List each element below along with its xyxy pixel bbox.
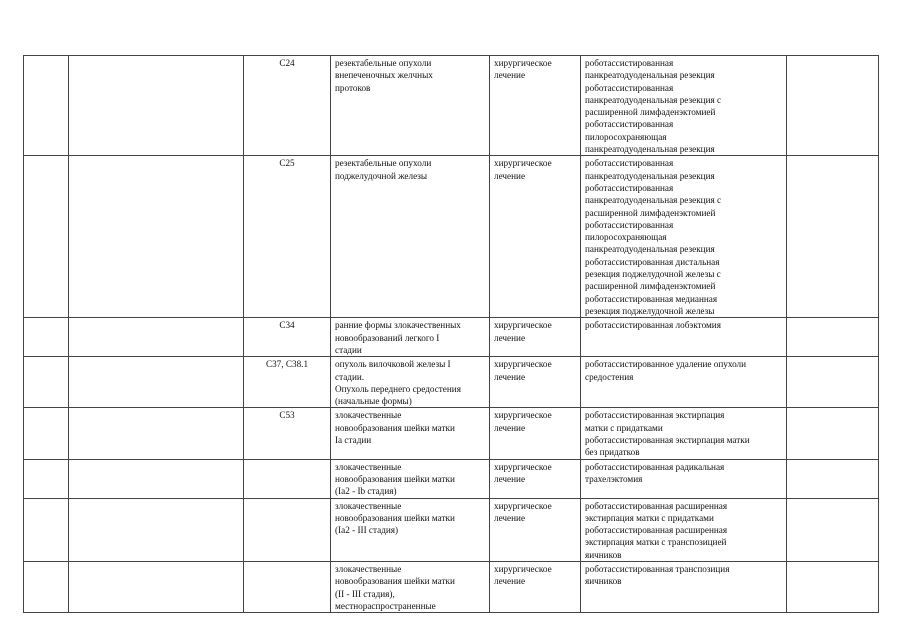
table-row (24, 56, 879, 156)
method-cell (581, 498, 787, 561)
treatment-type-line: лечение (494, 371, 526, 382)
diagnosis-cell (331, 318, 490, 357)
method-line: экстирпация матки с придатками (585, 512, 714, 523)
icd-code: C53 (279, 410, 295, 421)
treatment-type-line: хирургическое (494, 320, 552, 331)
method-line: роботассистированная расширенная (585, 500, 728, 511)
method-line: роботассистированная (585, 219, 674, 230)
diagnosis-line: внепеченочных желчных (335, 70, 433, 81)
norm-cell (787, 318, 879, 357)
method-line: средостения (585, 371, 634, 382)
treatment-type-line: хирургическое (494, 500, 552, 511)
icd-code-cell (244, 318, 331, 357)
group-cell (69, 408, 244, 459)
diagnosis-cell (331, 357, 490, 408)
diagnosis-line: злокачественные (335, 500, 402, 511)
method-line: панкреатодуоденальная резекция с (585, 195, 722, 206)
table-row (24, 318, 879, 357)
treatment-type-line: хирургическое (494, 410, 552, 421)
number-cell (24, 459, 69, 498)
table-row (24, 498, 879, 561)
treatment-type-line: лечение (494, 332, 526, 343)
norm-cell (787, 357, 879, 408)
number-cell (24, 357, 69, 408)
icd-code: C34 (279, 320, 295, 331)
diagnosis-line: местнораспространенные (335, 600, 436, 611)
treatment-type-line: лечение (494, 70, 526, 81)
norm-cell (787, 459, 879, 498)
treatment-type-line: лечение (494, 422, 526, 433)
treatment-type-cell (490, 357, 581, 408)
treatment-type-cell (490, 562, 581, 613)
method-line: резекция поджелудочной железы (585, 305, 715, 316)
icd-code-cell (244, 56, 331, 156)
diagnosis-line: новообразования шейки матки (335, 576, 455, 587)
diagnosis-line: новообразования шейки матки (335, 473, 455, 484)
norm-cell (787, 56, 879, 156)
treatment-type-line: лечение (494, 512, 526, 523)
diagnosis-line: Опухоль переднего средостения (335, 383, 461, 394)
diagnosis-line: злокачественные (335, 564, 402, 575)
group-cell (69, 562, 244, 613)
procedures-table (23, 55, 879, 613)
method-line: панкреатодуоденальная резекция (585, 170, 715, 181)
treatment-type-cell (490, 156, 581, 318)
icd-code-cell (244, 562, 331, 613)
table-body (24, 56, 879, 613)
diagnosis-line: резектабельные опухоли (335, 58, 432, 68)
diagnosis-line: (начальные формы) (335, 396, 412, 407)
method-line: роботассистированная расширенная (585, 525, 728, 536)
treatment-type-cell (490, 459, 581, 498)
method-line: панкреатодуоденальная резекция (585, 244, 715, 255)
diagnosis-line: ранние формы злокачественных (335, 320, 461, 331)
number-cell (24, 562, 69, 613)
method-line: роботассистированное удаление опухоли (585, 359, 747, 370)
method-line: роботассистированная (585, 119, 674, 130)
diagnosis-line: новообразования шейки матки (335, 512, 455, 523)
number-cell (24, 56, 69, 156)
diagnosis-line: Ia стадии (335, 435, 372, 446)
diagnosis-cell (331, 156, 490, 318)
group-cell (69, 318, 244, 357)
method-line: матки с придатками (585, 422, 663, 433)
number-cell (24, 408, 69, 459)
method-line: роботассистированная (585, 182, 674, 193)
diagnosis-line: резектабельные опухоли (335, 158, 432, 169)
diagnosis-line: стадии. (335, 371, 365, 382)
diagnosis-line: новообразования шейки матки (335, 422, 455, 433)
method-line: роботассистированная (585, 58, 674, 68)
icd-code: C24 (279, 58, 295, 68)
norm-cell (787, 408, 879, 459)
treatment-type-cell (490, 318, 581, 357)
diagnosis-line: стадии (335, 344, 362, 355)
diagnosis-line: злокачественные (335, 461, 402, 472)
method-line: роботассистированная экстирпация матки (585, 435, 750, 446)
method-line: расширенной лимфаденэктомией (585, 281, 716, 292)
method-cell (581, 408, 787, 459)
treatment-type-cell (490, 408, 581, 459)
number-cell (24, 156, 69, 318)
method-cell (581, 56, 787, 156)
icd-code-cell (244, 156, 331, 318)
diagnosis-cell (331, 408, 490, 459)
treatment-type-line: лечение (494, 576, 526, 587)
diagnosis-line: (Ia2 - III стадия) (335, 525, 399, 536)
method-line: яичников (585, 576, 622, 587)
norm-cell (787, 156, 879, 318)
method-line: роботассистированная экстирпация (585, 410, 725, 421)
treatment-type-cell (490, 498, 581, 561)
diagnosis-line: новообразований легкого I (335, 332, 440, 343)
method-line: панкреатодуоденальная резекция (585, 70, 715, 81)
method-line: расширенной лимфаденэктомией (585, 207, 716, 218)
group-cell (69, 56, 244, 156)
table-row (24, 156, 879, 318)
icd-code-cell (244, 498, 331, 561)
icd-code: C25 (279, 158, 295, 169)
treatment-type-line: хирургическое (494, 359, 552, 370)
treatment-type-line: хирургическое (494, 461, 552, 472)
method-line: яичников (585, 549, 622, 560)
method-line: роботассистированная транспозиция (585, 564, 730, 575)
method-line: пилоросохраняющая (585, 131, 667, 142)
method-line: роботассистированная радикальная (585, 461, 725, 472)
icd-code-cell (244, 459, 331, 498)
treatment-type-line: хирургическое (494, 564, 552, 575)
method-line: роботассистированная медианная (585, 293, 718, 304)
diagnosis-line: (Ia2 - Ib стадия) (335, 486, 397, 497)
treatment-type-line: лечение (494, 473, 526, 484)
method-line: без придатков (585, 447, 640, 458)
table-row (24, 562, 879, 613)
treatment-type-line: хирургическое (494, 58, 552, 68)
group-cell (69, 156, 244, 318)
diagnosis-cell (331, 498, 490, 561)
diagnosis-line: злокачественные (335, 410, 402, 421)
method-line: панкреатодуоденальная резекция (585, 144, 715, 155)
method-line: резекция поджелудочной железы с (585, 269, 721, 280)
method-line: роботассистированная (585, 82, 674, 93)
method-cell (581, 459, 787, 498)
diagnosis-line: (II - III стадия), (335, 588, 395, 599)
group-cell (69, 459, 244, 498)
method-cell (581, 318, 787, 357)
diagnosis-line: поджелудочной железы (335, 170, 428, 181)
diagnosis-cell (331, 562, 490, 613)
treatment-type-line: лечение (494, 170, 526, 181)
table-row (24, 408, 879, 459)
table-row (24, 459, 879, 498)
method-line: трахелэктомия (585, 473, 643, 484)
method-line: расширенной лимфаденэктомией (585, 107, 716, 118)
diagnosis-line: опухоль вилочковой железы I (335, 359, 451, 370)
icd-code-cell (244, 357, 331, 408)
table-row (24, 357, 879, 408)
method-line: панкреатодуоденальная резекция с (585, 94, 722, 105)
norm-cell (787, 562, 879, 613)
method-cell (581, 562, 787, 613)
diagnosis-cell (331, 56, 490, 156)
method-line: роботассистированная дистальная (585, 256, 720, 267)
group-cell (69, 498, 244, 561)
method-line: роботассистированная (585, 158, 674, 169)
number-cell (24, 318, 69, 357)
method-line: роботассистированная лобэктомия (585, 320, 721, 331)
method-cell (581, 156, 787, 318)
number-cell (24, 498, 69, 561)
icd-code: C37, C38.1 (265, 359, 309, 370)
method-cell (581, 357, 787, 408)
icd-code-cell (244, 408, 331, 459)
method-line: экстирпация матки с транспозицией (585, 537, 727, 548)
treatment-type-line: хирургическое (494, 158, 552, 169)
diagnosis-cell (331, 459, 490, 498)
norm-cell (787, 498, 879, 561)
group-cell (69, 357, 244, 408)
treatment-type-cell (490, 56, 581, 156)
method-line: пилоросохраняющая (585, 232, 667, 243)
diagnosis-line: протоков (335, 82, 371, 93)
